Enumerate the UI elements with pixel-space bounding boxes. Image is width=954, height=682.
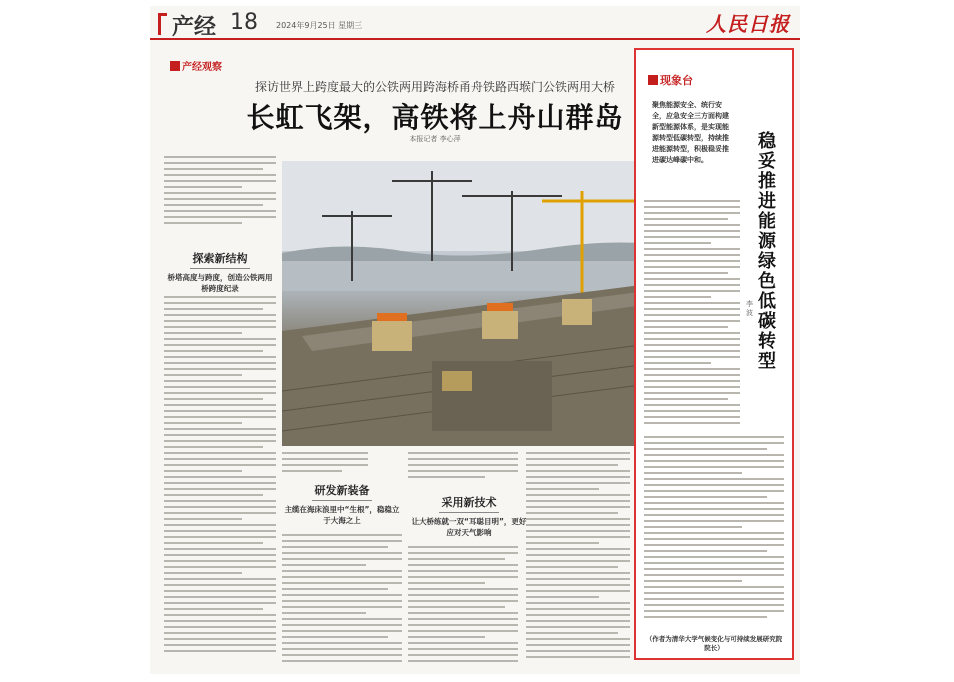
kicker-badge-icon bbox=[170, 61, 180, 71]
side-title: 稳妥推进能源绿色低碳转型 bbox=[758, 131, 776, 372]
section-title: 探索新结构 bbox=[190, 250, 250, 269]
section-title: 采用新技术 bbox=[439, 494, 499, 513]
body-column-middle-4 bbox=[408, 546, 518, 668]
newspaper-page bbox=[150, 6, 800, 674]
side-deck: 聚焦能源安全、统行安全，应急安全三方面构建新型能源体系，是实现能源转型低碳转型，持续推进能源转型，积极稳妥推进碳达峰碳中和。 bbox=[652, 101, 729, 164]
issue-date: 2024年9月25日 星期三 bbox=[276, 21, 363, 30]
kicker-badge-icon bbox=[648, 75, 658, 85]
article-headline: 长虹飞架，高铁将上舟山群岛 bbox=[246, 101, 624, 134]
bridge-construction-photo bbox=[282, 161, 672, 446]
side-body-top bbox=[644, 200, 740, 430]
side-author: 李波 bbox=[746, 300, 753, 317]
body-column-middle-1 bbox=[282, 452, 368, 486]
section-title: 研发新装备 bbox=[312, 482, 372, 501]
bridge-photo-illustration bbox=[282, 161, 672, 446]
body-column-middle-2 bbox=[282, 534, 402, 668]
body-column-middle-3 bbox=[408, 452, 518, 490]
article-subhead: 探访世界上跨度最大的公铁两用跨海桥甬舟铁路西堠门公铁两用大桥 bbox=[254, 80, 615, 94]
newspaper-logo: 人民日报 bbox=[706, 12, 790, 36]
body-column-left bbox=[164, 156, 276, 246]
masthead bbox=[150, 6, 800, 40]
side-column-highlight[interactable] bbox=[634, 48, 794, 660]
section-heading-3 bbox=[408, 494, 530, 538]
body-column-right bbox=[526, 452, 630, 668]
section-deck: 主缆在海床浪里中“生根”，稳稳立于大海之上 bbox=[284, 505, 400, 525]
section-bracket-icon bbox=[158, 13, 167, 35]
article-kicker: 产经观察 bbox=[170, 58, 222, 73]
section-deck: 让大桥练就一双“耳聪目明”，更好应对天气影响 bbox=[411, 517, 527, 537]
author-note: （作者为清华大学气候变化与可持续发展研究院院长） bbox=[645, 635, 783, 652]
side-kicker: 现象台 bbox=[648, 72, 693, 88]
page-number: 18 bbox=[230, 10, 258, 35]
section-heading-2 bbox=[282, 482, 402, 526]
article-byline: 本报记者 李心萍 bbox=[409, 135, 461, 143]
body-column-left-2 bbox=[164, 296, 276, 668]
section-name: 产经 bbox=[172, 15, 217, 40]
section-deck: 桥塔高度与跨度，创造公铁两用桥跨度纪录 bbox=[167, 273, 273, 293]
section-heading-1 bbox=[164, 250, 276, 294]
side-body-bottom bbox=[644, 436, 784, 632]
